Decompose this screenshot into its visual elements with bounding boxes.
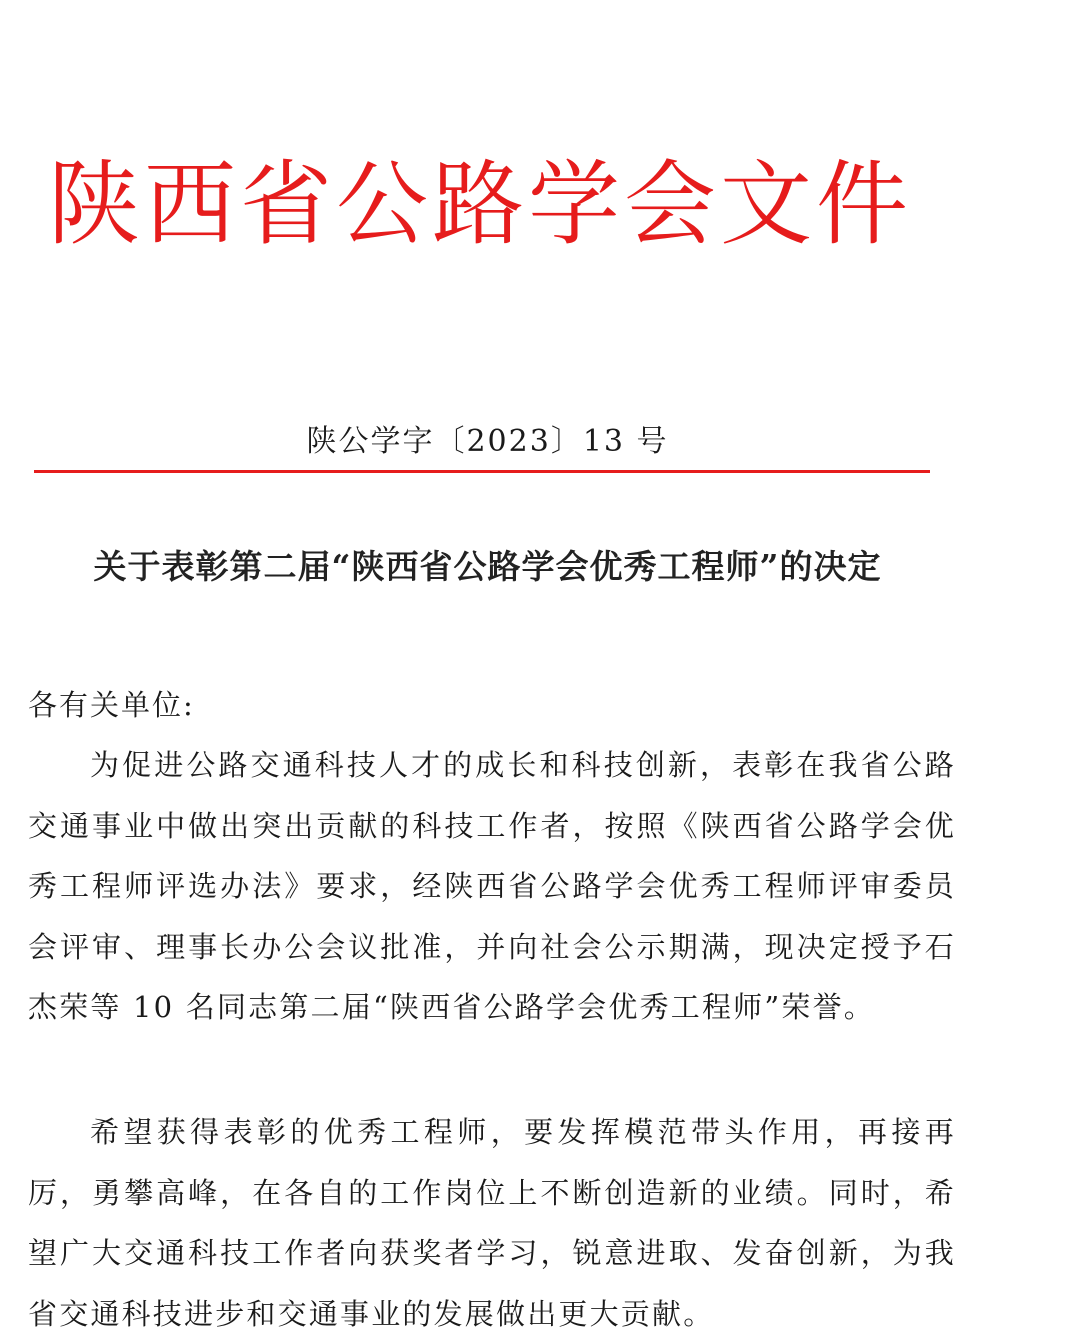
salutation: 各有关单位:: [28, 688, 195, 722]
body-paragraph: 为促进公路交通科技人才的成长和科技创新，表彰在我省公路交通事业中做出突出贡献的科技工作者，按照《陕西省公路学会优秀工程师评选办法》要求，经陕西省公路学会优秀工程师评审委员会评审、理事长办公会议批准，并向社会公示期满，现决定授予石杰荣等 10 名同志第二届“陕西省公路学会优秀工程师”荣誉。: [28, 748, 956, 1024]
document-number: 陕公学字〔2023〕13 号: [306, 424, 669, 459]
document-title: 关于表彰第二届“陕西省公路学会优秀工程师”的决定: [93, 547, 882, 586]
issuer-header: 陕西省公路学会文件: [48, 151, 913, 258]
body-paragraph: 希望获得表彰的优秀工程师，要发挥模范带头作用，再接再厉，勇攀高峰，在各自的工作岗位上不断创造新的业绩。同时，希望广大交通科技工作者向获奖者学习，锐意进取、发奋创新，为我省交通科技进步和交通事业的发展做出更大贡献。: [28, 1115, 956, 1331]
red-divider-line: [34, 470, 930, 473]
